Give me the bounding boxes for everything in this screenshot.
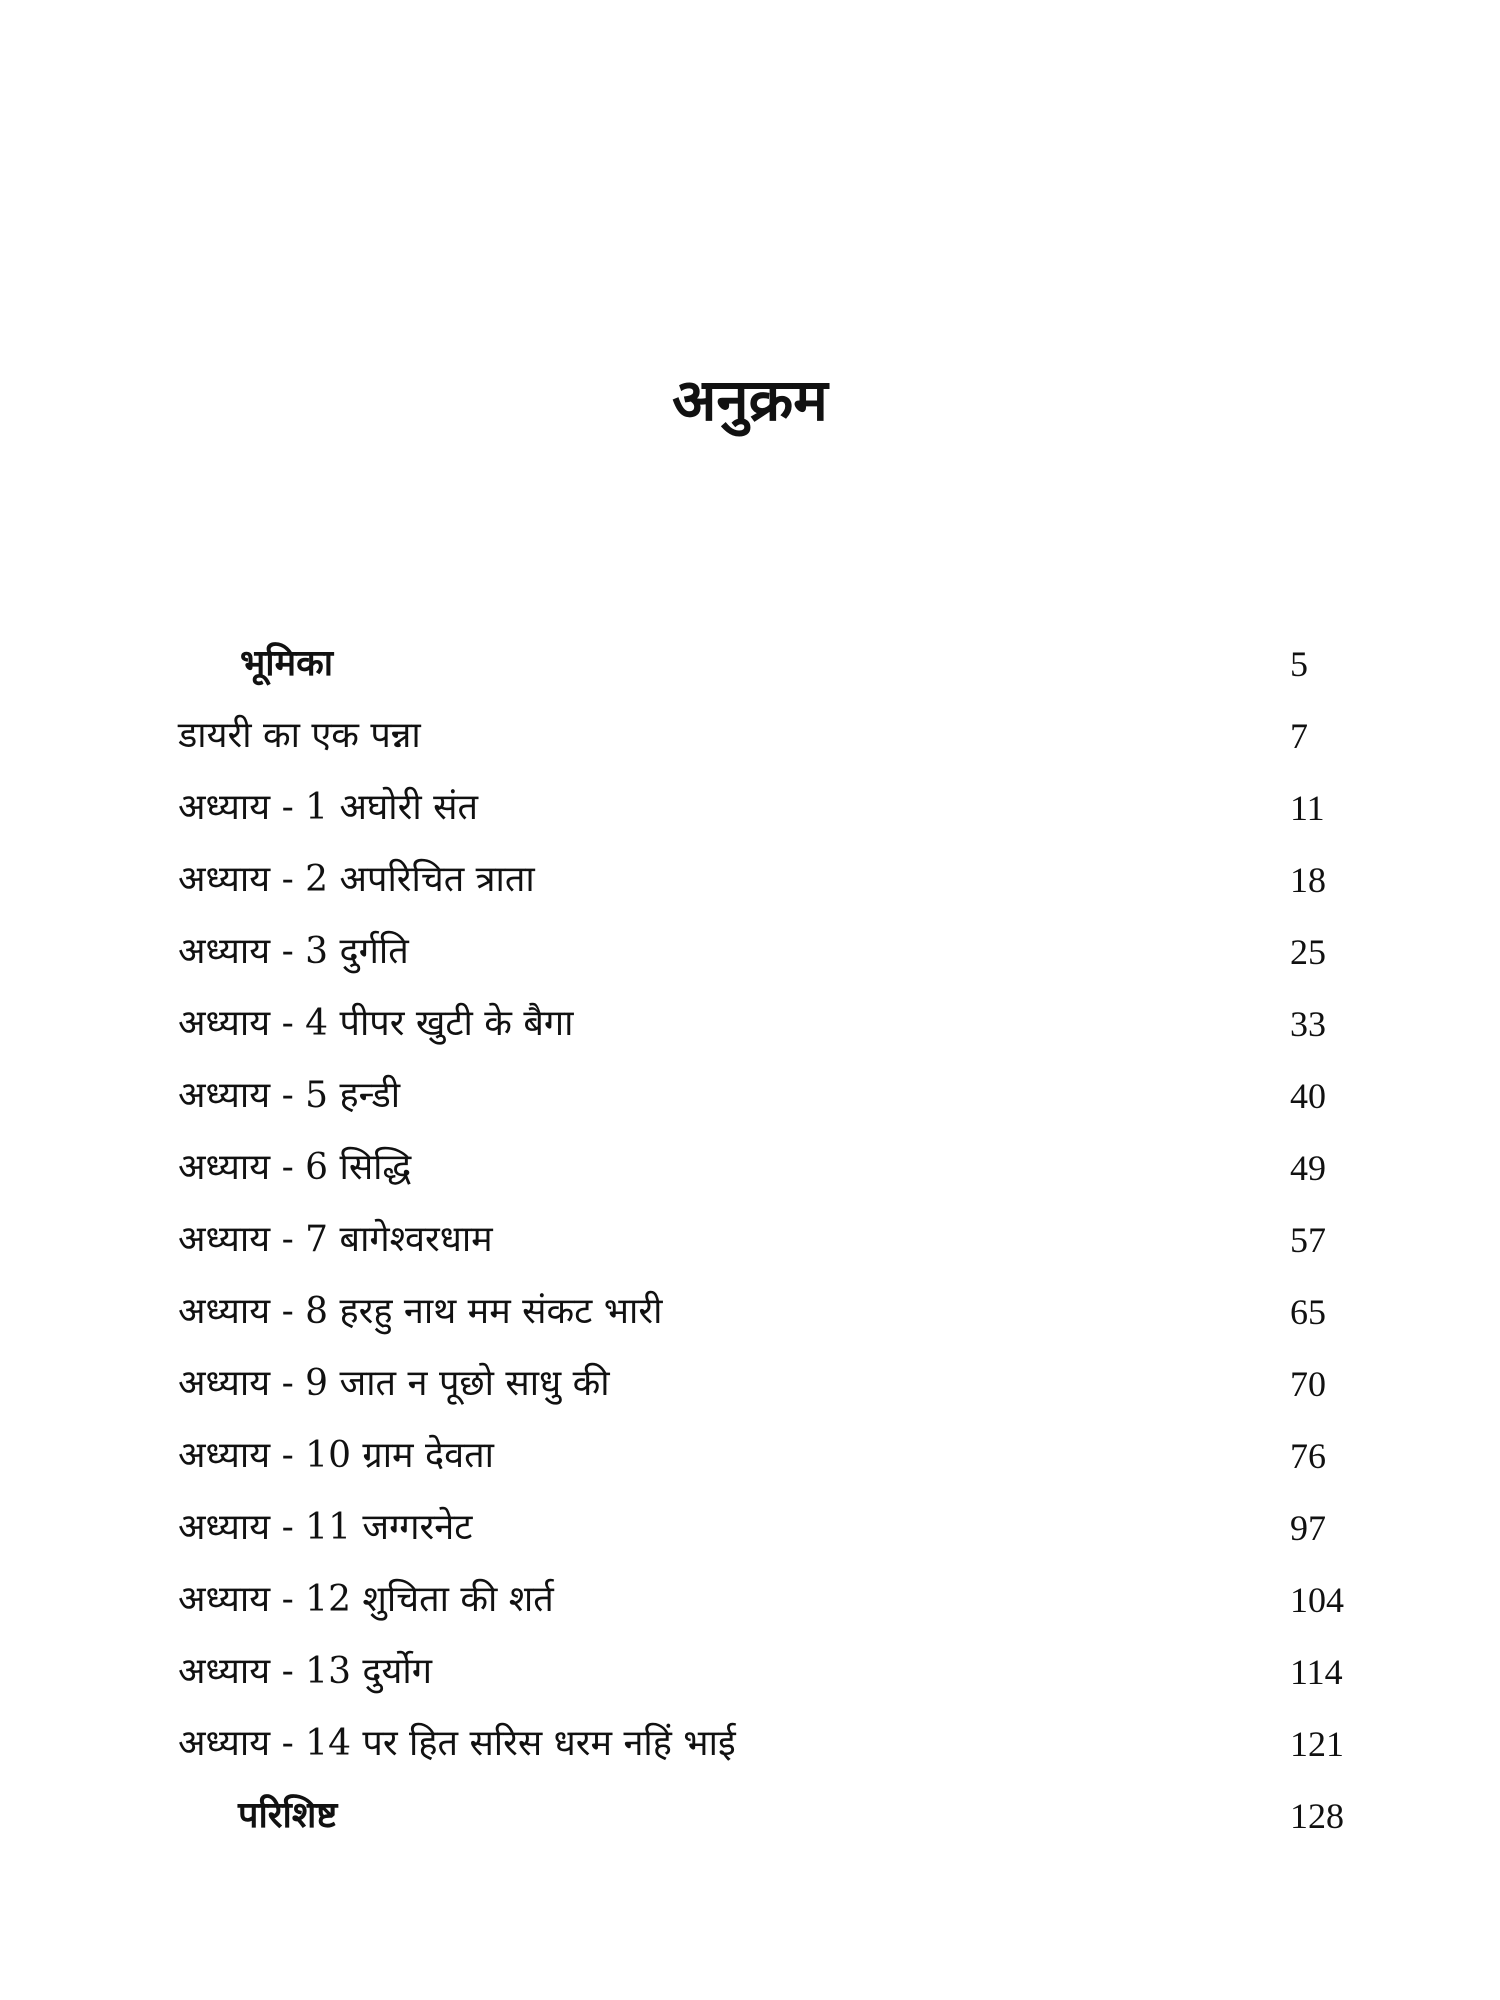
toc-item	[178, 1132, 1368, 1204]
toc-item-page: 18	[1290, 860, 1326, 900]
toc-item-label: अध्याय - 2 अपरिचित त्राता	[178, 859, 535, 900]
toc-item	[178, 844, 1368, 916]
toc-item-page: 25	[1290, 932, 1326, 972]
toc-item-page: 121	[1290, 1724, 1344, 1764]
toc-item-label: भूमिका	[240, 643, 334, 684]
toc-item	[178, 1492, 1368, 1564]
toc-item-label: अध्याय - 1 अघोरी संत	[178, 787, 478, 828]
toc-item-label: अध्याय - 13 दुर्योग	[178, 1651, 433, 1692]
toc-item-label: अध्याय - 3 दुर्गति	[178, 931, 409, 972]
toc-item-page: 70	[1290, 1364, 1326, 1404]
toc-item	[178, 772, 1368, 844]
toc-item	[178, 1348, 1368, 1420]
toc-item-page: 5	[1290, 644, 1308, 684]
toc-item	[178, 1060, 1368, 1132]
toc-item-label: अध्याय - 10 ग्राम देवता	[178, 1435, 495, 1476]
toc-item-label: अध्याय - 11 जग्गरनेट	[178, 1507, 473, 1548]
toc-item	[178, 916, 1368, 988]
toc-item	[178, 1276, 1368, 1348]
toc-item-label: अध्याय - 4 पीपर खुटी के बैगा	[178, 1003, 574, 1044]
toc-item-label: अध्याय - 8 हरहु नाथ मम संकट भारी	[178, 1291, 663, 1332]
toc-item-page: 49	[1290, 1148, 1326, 1188]
toc-item-label: अध्याय - 6 सिद्धि	[178, 1147, 412, 1188]
toc-item-label: अध्याय - 14 पर हित सरिस धरम नहिं भाई	[178, 1723, 736, 1764]
toc-item-page: 104	[1290, 1580, 1344, 1620]
toc-item-label: अध्याय - 5 हन्डी	[178, 1075, 401, 1116]
toc-item	[178, 1636, 1368, 1708]
toc-item-page: 128	[1290, 1796, 1344, 1836]
toc-item	[178, 988, 1368, 1060]
toc-item-preface	[178, 628, 1368, 700]
toc-item	[178, 1420, 1368, 1492]
toc-item-page: 76	[1290, 1436, 1326, 1476]
toc-item	[178, 1708, 1368, 1780]
toc-item	[178, 1564, 1368, 1636]
toc-item-label: अध्याय - 12 शुचिता की शर्त	[178, 1579, 554, 1620]
toc-item-page: 57	[1290, 1220, 1326, 1260]
toc-item-page: 7	[1290, 716, 1308, 756]
page-title: अनुक्रम	[672, 366, 828, 434]
toc-item-page: 11	[1290, 788, 1325, 828]
toc-item-page: 40	[1290, 1076, 1326, 1116]
toc-item	[178, 1204, 1368, 1276]
toc-item-page: 65	[1290, 1292, 1326, 1332]
toc-item-label: परिशिष्ट	[238, 1795, 338, 1836]
toc-item-page: 114	[1290, 1652, 1343, 1692]
toc-item-label: डायरी का एक पन्ना	[178, 715, 421, 756]
toc-item-page: 97	[1290, 1508, 1326, 1548]
toc-item	[178, 700, 1368, 772]
toc-item-page: 33	[1290, 1004, 1326, 1044]
toc-item-label: अध्याय - 7 बागेश्वरधाम	[178, 1219, 493, 1260]
toc-item-appendix	[178, 1780, 1368, 1852]
toc-item-label: अध्याय - 9 जात न पूछो साधु की	[178, 1363, 610, 1404]
table-of-contents	[178, 628, 1368, 1852]
